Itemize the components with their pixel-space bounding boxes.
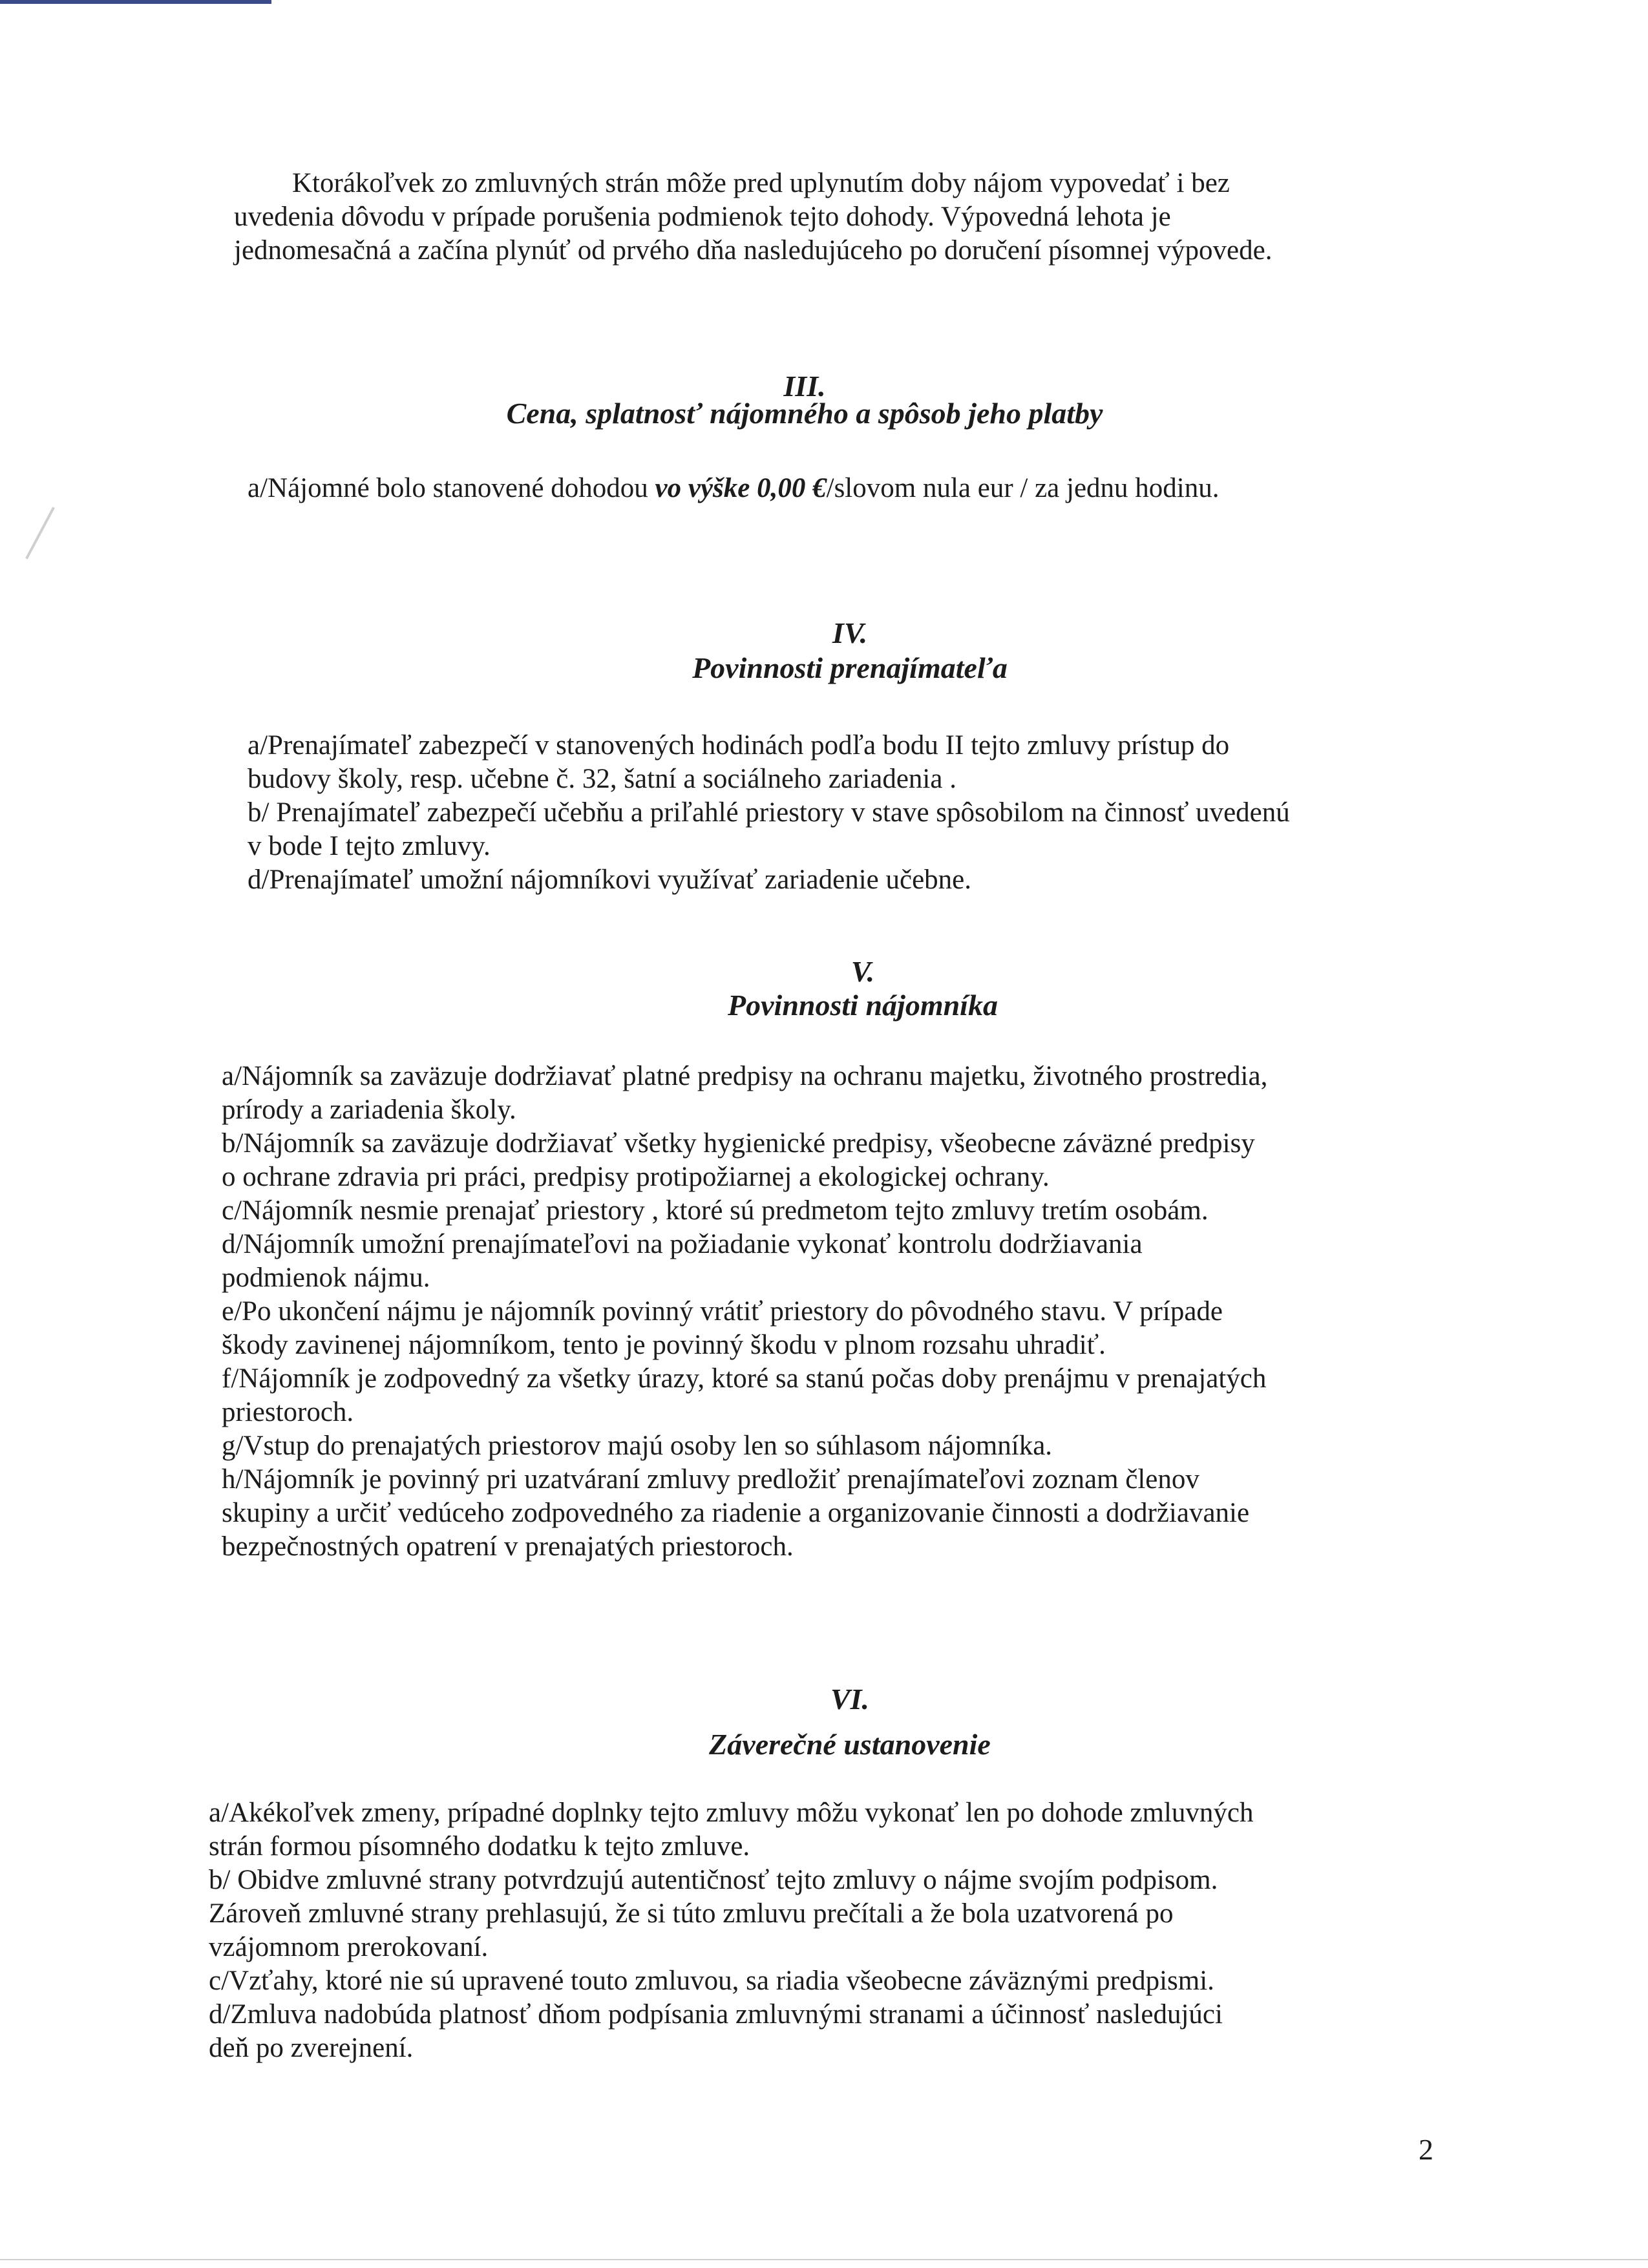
- list-item: a/Akékoľvek zmeny, prípadné doplnky tejto zmluvy môžu vykonať len po dohode zmluvných: [209, 1798, 1254, 1828]
- list-item: a/Nájomník sa zaväzuje dodržiavať platné predpisy na ochranu majetku, životného prostredia,: [222, 1061, 1268, 1091]
- list-item: deň po zverejnení.: [209, 2033, 414, 2063]
- section-6-items: [209, 1796, 1463, 2065]
- list-item: skupiny a určiť vedúceho zodpovedného za riadenie a organizovanie činnosti a dodržiavanie: [222, 1498, 1250, 1528]
- list-item: g/Vstup do prenajatých priestorov majú osoby len so súhlasom nájomníka.: [222, 1431, 1053, 1461]
- list-item: o ochrane zdravia pri práci, predpisy protipožiarnej a ekologickej ochrany.: [222, 1162, 1050, 1192]
- list-item: v bode I tejto zmluvy.: [248, 831, 491, 861]
- section-6-number: VI.: [830, 1683, 870, 1716]
- section-5-number: V.: [850, 955, 875, 988]
- list-item: b/ Prenajímateľ zabezpečí učebňu a priľahlé priestory v stave spôsobilom na činnosť uvedenú: [248, 797, 1290, 828]
- rent-suffix: /slovom nula eur / za jednu hodinu.: [826, 473, 1220, 503]
- list-item: vzájomnom prerokovaní.: [209, 1932, 489, 1962]
- section-3-title: Cena, splatnosť nájomného a spôsob jeho platby: [506, 397, 1103, 430]
- list-item: strán formou písomného dodatku k tejto zmluve.: [209, 1831, 750, 1862]
- section-4-items: [248, 729, 1463, 897]
- list-item: podmienok nájmu.: [222, 1263, 430, 1293]
- scan-edge-mark: [0, 0, 271, 4]
- rent-amount: vo výške 0,00 €: [655, 473, 827, 503]
- page-number: 2: [1419, 2133, 1433, 2166]
- list-item: d/Prenajímateľ umožní nájomníkovi využívať zariadenie učebne.: [248, 865, 972, 895]
- section-4-title: Povinnosti prenajímateľa: [692, 651, 1008, 684]
- intro-line: Ktorákoľvek zo zmluvných strán môže pred uplynutím doby nájom vypovedať i bez: [292, 168, 1230, 198]
- list-item: priestoroch.: [222, 1397, 354, 1427]
- intro-line: uvedenia dôvodu v prípade porušenia podmienok tejto dohody. Výpovedná lehota je: [234, 202, 1171, 232]
- intro-line: jednomesačná a začína plynúť od prvého dňa nasledujúceho po doručení písomnej výpovede.: [234, 235, 1273, 266]
- intro-paragraph: [234, 167, 1449, 268]
- section-4-number: IV.: [832, 616, 868, 649]
- list-item: bezpečnostných opatrení v prenajatých priestoroch.: [222, 1531, 794, 1562]
- scan-edge-bottom: [0, 2259, 1648, 2260]
- list-item: d/Zmluva nadobúda platnosť dňom podpísania zmluvnými stranami a účinnosť nasledujúci: [209, 1999, 1223, 2030]
- list-item: c/Vzťahy, ktoré nie sú upravené touto zmluvou, sa riadia všeobecne záväznými predpismi.: [209, 1966, 1214, 1996]
- section-6-title: Záverečné ustanovenie: [709, 1728, 991, 1761]
- section-5-title: Povinnosti nájomníka: [728, 989, 998, 1022]
- list-item: h/Nájomník je povinný pri uzatváraní zmluvy predložiť prenajímateľovi zoznam členov: [222, 1464, 1199, 1495]
- rent-clause: [248, 472, 1219, 505]
- list-item: c/Nájomník nesmie prenajať priestory , ktoré sú predmetom tejto zmluvy tretím osobám.: [222, 1195, 1209, 1226]
- list-item: prírody a zariadenia školy.: [222, 1095, 516, 1125]
- section-5-items: [222, 1060, 1463, 1564]
- list-item: e/Po ukončení nájmu je nájomník povinný vrátiť priestory do pôvodného stavu. V prípade: [222, 1296, 1223, 1327]
- list-item: d/Nájomník umožní prenajímateľovi na požiadanie vykonať kontrolu dodržiavania: [222, 1229, 1143, 1259]
- scan-pen-mark: [25, 507, 55, 559]
- list-item: f/Nájomník je zodpovedný za všetky úrazy, ktoré sa stanú počas doby prenájmu v prenajatých: [222, 1363, 1267, 1394]
- section-3-number: III.: [783, 370, 826, 403]
- list-item: a/Prenajímateľ zabezpečí v stanovených hodinách podľa bodu II tejto zmluvy prístup do: [248, 730, 1230, 761]
- rent-prefix: a/Nájomné bolo stanovené dohodou: [248, 473, 655, 503]
- list-item: budovy školy, resp. učebne č. 32, šatní a sociálneho zariadenia .: [248, 764, 956, 794]
- list-item: škody zavinenej nájomníkom, tento je povinný škodu v plnom rozsahu uhradiť.: [222, 1330, 1106, 1360]
- list-item: b/ Obidve zmluvné strany potvrdzujú autentičnosť tejto zmluvy o nájme svojím podpisom.: [209, 1865, 1218, 1895]
- list-item: b/Nájomník sa zaväzuje dodržiavať všetky hygienické predpisy, všeobecne záväzné predpisy: [222, 1128, 1255, 1159]
- list-item: Zároveň zmluvné strany prehlasujú, že si túto zmluvu prečítali a že bola uzatvorená po: [209, 1898, 1174, 1929]
